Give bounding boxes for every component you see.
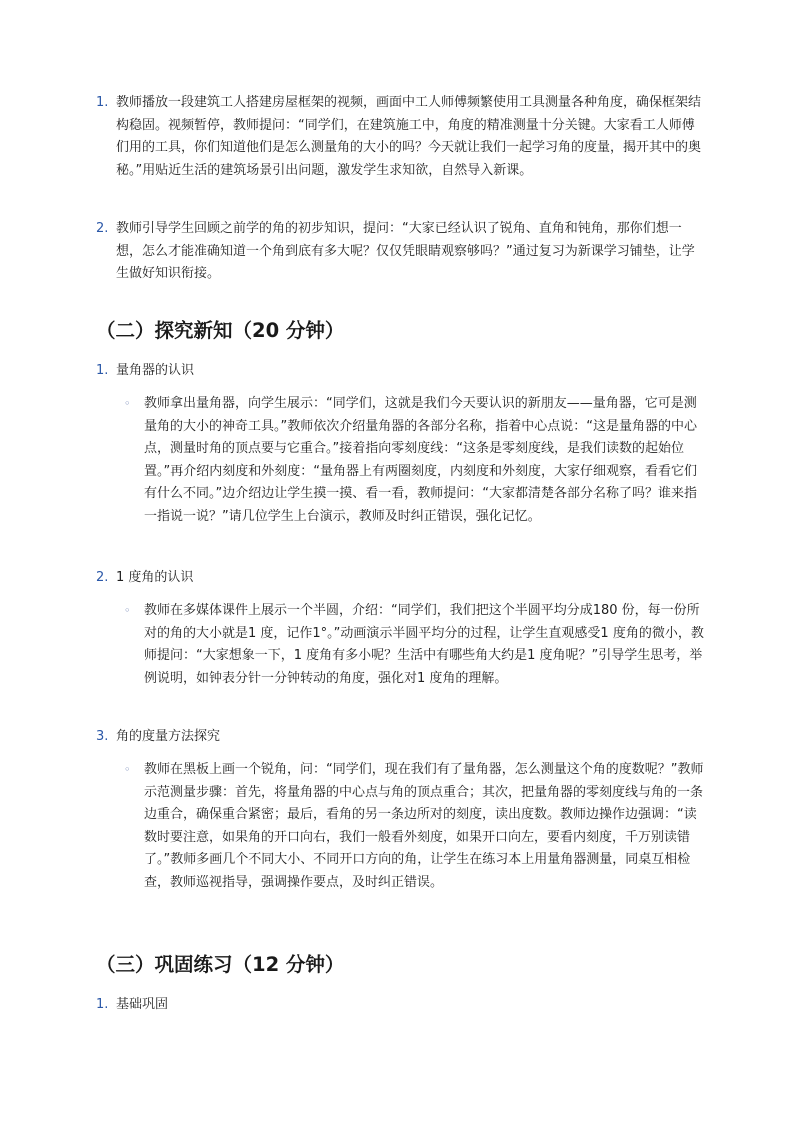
hollow-bullet-icon: ◦ <box>124 604 131 617</box>
sub-item-protractor <box>124 393 704 528</box>
list-number: 1. <box>96 363 109 378</box>
list-number: 2. <box>96 221 109 236</box>
list-number: 1. <box>96 95 109 110</box>
list-item-one-degree <box>96 567 706 590</box>
hollow-bullet-icon: ◦ <box>124 397 131 410</box>
list-item-label: 1 度角的认识 <box>116 570 194 585</box>
list-number: 2. <box>96 570 109 585</box>
list-item-label: 角的度量方法探究 <box>116 729 221 744</box>
intro-paragraph: 教师播放一段建筑工人搭建房屋框架的视频，画面中工人师傅频繁使用工具测量各种角度，确保框架结构稳固。视频暂停，教师提问：“同学们，在建筑施工中，角度的精准测量十分关键。大家看工人师傅们用的工具，你们知道他们是怎么测量角的大小的吗？今天就让我们一起学习角的度量，揭开其中的奥秘。”用贴近生活的建筑场景引出问题，激发学生求知欲，自然导入新课。 <box>116 95 702 178</box>
intro-item-2 <box>96 218 706 286</box>
list-number: 3. <box>96 729 109 744</box>
sub-item-text: 教师在黑板上画一个锐角，问：“同学们，现在我们有了量角器，怎么测量这个角的度数呢？”教师示范测量步骤：首先，将量角器的中心点与角的顶点重合；其次，把量角器的零刻度线与角的一条边重合，确保重合紧密；最后，看角的另一条边所对的刻度，读出度数。教师边操作边强调：“读数时要注意，如果角的开口向右，我们一般看外刻度，如果开口向左，要看内刻度，千万别读错了。”教师多画几个不同大小、不同开口方向的角，让学生在练习本上用量角器测量，同桌互相检查，教师巡视指导，强调操作要点，及时纠正错误。 <box>144 762 704 890</box>
sub-item-text: 教师在多媒体课件上展示一个半圆，介绍：“同学们，我们把这个半圆平均分成180 份，每一份所对的角的大小就是1 度，记作1°。”动画演示半圆平均分的过程，让学生直观感受1 度角的微小，教师提问：“大家想象一下，1 度角有多小呢？生活中有哪些角大约是1 度角呢？”引导学生思考，举例说明，如钟表分针一分钟转动的角度，强化对1 度角的理解。 <box>144 603 704 686</box>
hollow-bullet-icon: ◦ <box>124 763 131 776</box>
intro-paragraph: 教师引导学生回顾之前学的角的初步知识，提问：“大家已经认识了锐角、直角和钝角，那你们想一想，怎么才能准确知道一个角到底有多大呢？仅仅凭眼睛观察够吗？”通过复习为新课学习铺垫，让学生做好知识衔接。 <box>116 221 695 281</box>
sub-item-one-degree <box>124 600 704 690</box>
sub-item-text: 教师拿出量角器，向学生展示：“同学们，这就是我们今天要认识的新朋友——量角器，它可是测量角的大小的神奇工具。”教师依次介绍量角器的各部分名称，指着中心点说：“这是量角器的中心点，测量时角的顶点要与它重合。”接着指向零刻度线：“这条是零刻度线，是我们读数的起始位置。”再介绍内刻度和外刻度：“量角器上有两圈刻度，内刻度和外刻度，大家仔细观察，看看它们有什么不同。”边介绍边让学生摸一摸、看一看，教师提问：“大家都清楚各部分名称了吗？谁来指一指说一说？”请几位学生上台演示，教师及时纠正错误，强化记忆。 <box>144 396 697 524</box>
list-item-label: 量角器的认识 <box>116 363 195 378</box>
intro-item-1 <box>96 92 706 182</box>
list-item-label: 基础巩固 <box>116 997 169 1012</box>
list-number: 1. <box>96 997 109 1012</box>
sub-item-measure-method <box>124 759 704 894</box>
section-heading-practice: （三）巩固练习（12 分钟） <box>96 953 345 976</box>
list-item-measure-method <box>96 726 706 749</box>
list-item-protractor <box>96 360 706 383</box>
list-item-basic <box>96 994 706 1017</box>
section-heading-explore: （二）探究新知（20 分钟） <box>96 319 345 342</box>
